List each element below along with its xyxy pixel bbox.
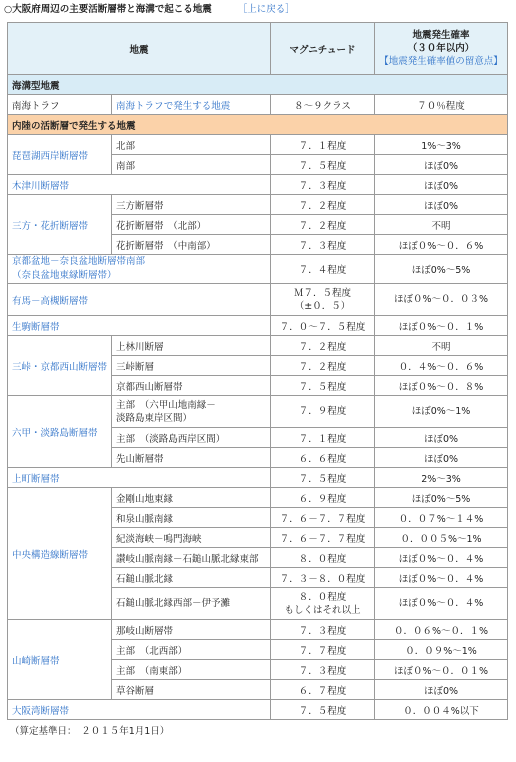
nankai-quake-link[interactable]: 南海トラフで発生する地震 xyxy=(112,95,271,115)
fault-name-link[interactable]: 有馬－高槻断層帯 xyxy=(8,284,271,316)
magnitude-cell: ７．４程度 xyxy=(271,255,375,284)
fault-name-link[interactable]: 木津川断層帯 xyxy=(8,175,271,195)
probability-cell: ほぼ０%～０．４% xyxy=(375,568,508,588)
table-header-row xyxy=(8,23,508,75)
probability-cell: ほぼ０%～０．０３% xyxy=(375,284,508,316)
magnitude-cell: ７．０～７．５程度 xyxy=(271,316,375,336)
probability-cell: ほぼ０%～０．０１% xyxy=(375,660,508,680)
fault-name-link[interactable]: 上町断層帯 xyxy=(8,468,271,488)
magnitude-cell: ７．５程度 xyxy=(271,468,375,488)
segment-cell: 石鎚山脈北縁西部－伊予灘 xyxy=(112,588,271,620)
magnitude-cell: ７．１程度 xyxy=(271,135,375,155)
segment-cell: 紀淡海峡－鳴門海峡 xyxy=(112,528,271,548)
segment-cell: 花折断層帯 （北部） xyxy=(112,215,271,235)
fault-name-link[interactable]: 生駒断層帯 xyxy=(8,316,271,336)
segment-cell: 主部 （北西部） xyxy=(112,640,271,660)
table-row xyxy=(8,316,508,336)
segment-cell: 石鎚山脈北縁 xyxy=(112,568,271,588)
probability-cell: ほぼ０%～０．１% xyxy=(375,316,508,336)
earthquake-table xyxy=(7,22,508,720)
segment-line1: 主部 （六甲山地南縁－ xyxy=(116,399,216,411)
header-probability xyxy=(375,23,508,75)
probability-cell: ほぼ０%～０．６% xyxy=(375,235,508,255)
magnitude-cell: ７．２程度 xyxy=(271,215,375,235)
header-quake: 地震 xyxy=(8,23,271,75)
probability-cell: ０．０９%～1% xyxy=(375,640,508,660)
category-row-inland xyxy=(8,115,508,135)
magnitude-line1: ８．０程度 xyxy=(298,591,347,603)
magnitude-line1: Ｍ７．５程度 xyxy=(294,287,352,299)
page-title: ○大阪府周辺の主要活断層帯と海溝で起こる地震 xyxy=(4,4,212,15)
page xyxy=(4,0,512,737)
probability-note-link[interactable]: 【地震発生確率値の留意点】 xyxy=(379,56,503,67)
probability-cell: ７０％程度 xyxy=(375,95,508,115)
magnitude-cell: ７．３程度 xyxy=(271,620,375,640)
probability-cell: ほぼ0% xyxy=(375,175,508,195)
header-prob-line1: 地震発生確率 xyxy=(412,30,470,41)
segment-cell: 京都西山断層帯 xyxy=(112,376,271,396)
probability-cell: ０．００５%～1% xyxy=(375,528,508,548)
magnitude-cell: ７．３程度 xyxy=(271,235,375,255)
segment-cell: 主部 （淡路島西岸区間） xyxy=(112,428,271,448)
magnitude-line2: （±０．５） xyxy=(294,300,351,312)
probability-cell: ほぼ0% xyxy=(375,155,508,175)
probability-cell: ほぼ0% xyxy=(375,448,508,468)
segment-cell: 草谷断層 xyxy=(112,680,271,700)
table-row xyxy=(8,255,508,284)
header-prob-line2: （３０年以内） xyxy=(407,43,475,54)
table-row xyxy=(8,336,508,356)
category-trench: 海溝型地震 xyxy=(8,75,508,95)
segment-cell: 金剛山地東縁 xyxy=(112,488,271,508)
magnitude-cell xyxy=(271,284,375,316)
segment-cell: 先山断層帯 xyxy=(112,448,271,468)
table-body xyxy=(8,75,508,720)
probability-cell: ほぼ０%～０．４% xyxy=(375,588,508,620)
magnitude-cell: ８～９クラス xyxy=(271,95,375,115)
magnitude-cell: ７．３－８．０程度 xyxy=(271,568,375,588)
fault-name-link[interactable]: 三方・花折断層帯 xyxy=(8,195,112,255)
header-magnitude: マグニチュード xyxy=(271,23,375,75)
magnitude-line2: もしくはそれ以上 xyxy=(284,604,361,616)
table-row xyxy=(8,284,508,316)
probability-cell: 不明 xyxy=(375,215,508,235)
probability-cell: ほぼ0%～1% xyxy=(375,396,508,428)
probability-cell: ０．００４%以下 xyxy=(375,700,508,720)
segment-cell: 那岐山断層帯 xyxy=(112,620,271,640)
table-row xyxy=(8,620,508,640)
title-bar xyxy=(4,0,512,22)
magnitude-cell: ７．６－７．７程度 xyxy=(271,528,375,548)
fault-name-link[interactable] xyxy=(8,255,271,284)
magnitude-cell: ７．６－７．７程度 xyxy=(271,508,375,528)
probability-cell: ほぼ0% xyxy=(375,195,508,215)
magnitude-cell: ８．０程度 xyxy=(271,548,375,568)
table-row xyxy=(8,396,508,428)
probability-cell: ほぼ0% xyxy=(375,428,508,448)
segment-cell: 上林川断層 xyxy=(112,336,271,356)
magnitude-cell: ７．９程度 xyxy=(271,396,375,428)
table-row xyxy=(8,700,508,720)
category-row-trench xyxy=(8,75,508,95)
probability-cell: ０．４%～０．６% xyxy=(375,356,508,376)
magnitude-cell: ７．７程度 xyxy=(271,640,375,660)
fault-name-line2: （奈良盆地東縁断層帯） xyxy=(12,270,117,281)
segment-cell: 和泉山脈南縁 xyxy=(112,508,271,528)
segment-cell: 三方断層帯 xyxy=(112,195,271,215)
magnitude-cell: ７．３程度 xyxy=(271,660,375,680)
probability-cell: ほぼ０%～０．４% xyxy=(375,548,508,568)
magnitude-cell: ７．５程度 xyxy=(271,155,375,175)
probability-cell: ０．０７%～１４% xyxy=(375,508,508,528)
magnitude-cell: ７．５程度 xyxy=(271,700,375,720)
magnitude-cell: ７．１程度 xyxy=(271,428,375,448)
table-row xyxy=(8,488,508,508)
table-row xyxy=(8,135,508,155)
magnitude-cell: ７．５程度 xyxy=(271,376,375,396)
probability-cell: 1%～3% xyxy=(375,135,508,155)
magnitude-cell: ７．３程度 xyxy=(271,175,375,195)
segment-cell xyxy=(112,396,271,428)
fault-name-link[interactable]: 大阪湾断層帯 xyxy=(8,700,271,720)
magnitude-cell: ７．２程度 xyxy=(271,336,375,356)
segment-cell: 讃岐山脈南縁－石鎚山脈北縁東部 xyxy=(112,548,271,568)
table-row xyxy=(8,175,508,195)
probability-cell: ほぼ0% xyxy=(375,680,508,700)
segment-cell: 南部 xyxy=(112,155,271,175)
probability-cell: ほぼ０%～０．８% xyxy=(375,376,508,396)
magnitude-cell xyxy=(271,588,375,620)
fault-name-link[interactable]: 山崎断層帯 xyxy=(8,620,112,700)
probability-cell: 2%～3% xyxy=(375,468,508,488)
probability-cell: ０．０６%～０．１% xyxy=(375,620,508,640)
table-row xyxy=(8,195,508,215)
segment-line2: 淡路島東岸区間） xyxy=(116,412,193,424)
segment-cell: 主部 （南東部） xyxy=(112,660,271,680)
probability-cell: ほぼ0%～5% xyxy=(375,255,508,284)
segment-cell: 花折断層帯 （中南部） xyxy=(112,235,271,255)
probability-cell: 不明 xyxy=(375,336,508,356)
probability-cell: ほぼ0%～5% xyxy=(375,488,508,508)
fault-name-link[interactable]: 六甲・淡路島断層帯 xyxy=(8,396,112,468)
table-row xyxy=(8,468,508,488)
calculation-date-note: （算定基準日： ２０１５年1月1日） xyxy=(10,726,170,737)
back-to-top-link[interactable]: ［上に戻る］ xyxy=(237,4,295,15)
magnitude-cell: ６．７程度 xyxy=(271,680,375,700)
fault-name-link[interactable]: 中央構造線断層帯 xyxy=(8,488,112,620)
fault-name-link[interactable]: 琵琶湖西岸断層帯 xyxy=(8,135,112,175)
segment-cell: 三峠断層 xyxy=(112,356,271,376)
category-inland: 内陸の活断層で発生する地震 xyxy=(8,115,508,135)
fault-name-line1: 京都盆地－奈良盆地断層帯南部 xyxy=(12,256,146,267)
segment-cell: 北部 xyxy=(112,135,271,155)
nankai-name: 南海トラフ xyxy=(8,95,112,115)
magnitude-cell: ６．９程度 xyxy=(271,488,375,508)
magnitude-cell: ６．６程度 xyxy=(271,448,375,468)
table-row xyxy=(8,95,508,115)
fault-name-link[interactable]: 三峠・京都西山断層帯 xyxy=(8,336,112,396)
magnitude-cell: ７．２程度 xyxy=(271,195,375,215)
magnitude-cell: ７．２程度 xyxy=(271,356,375,376)
